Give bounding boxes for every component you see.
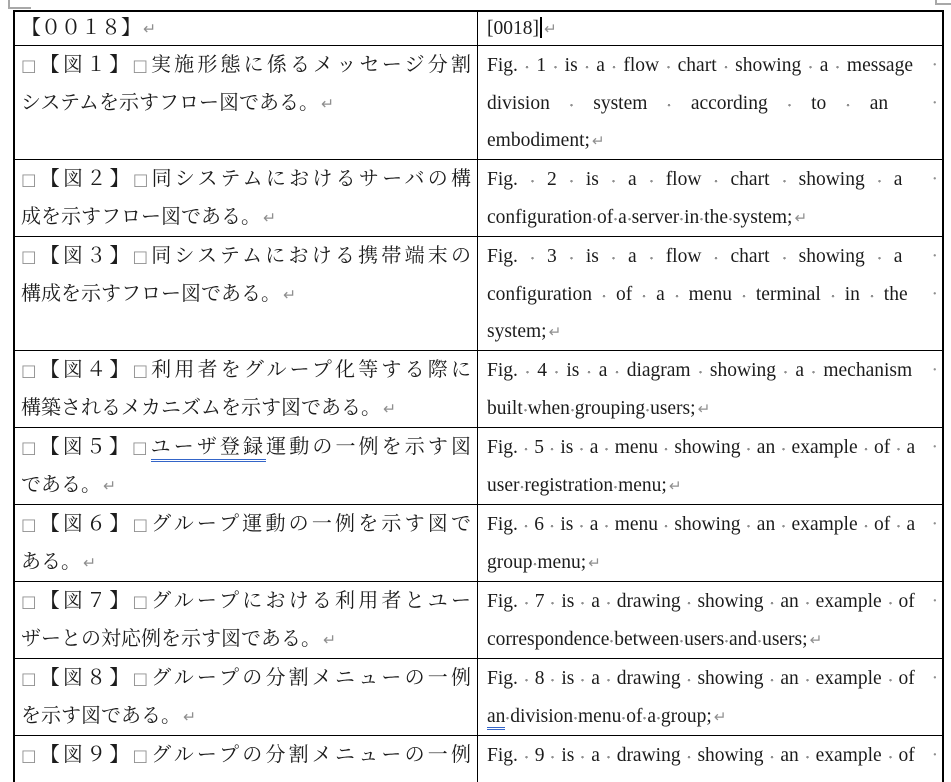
cell-japanese[interactable] [15,12,478,45]
grammar-underline: ユーザ登録 [151,436,267,462]
space-mark [799,745,816,766]
table-row [15,427,942,504]
space-mark [681,591,698,612]
space-mark [518,514,534,535]
space-mark [574,668,591,689]
fullwidth-space-mark: □ [21,438,40,457]
space-mark [518,591,535,612]
space-mark [768,93,811,114]
space-mark [573,437,589,458]
space-mark [642,706,647,727]
cell-english[interactable] [478,351,942,427]
space-mark [573,706,578,727]
fullwidth-space-mark: □ [132,361,152,380]
text-line: Fig. 2 is a flow chart showing a · [487,161,938,199]
text-line: 【００１８】 ↵ [21,17,157,39]
space-mark [544,745,561,766]
space-mark [890,514,906,535]
text-line: 構築されるメカニズムを示す図である。 ↵ [21,396,397,419]
paragraph-return-mark: ↵ [588,553,601,572]
space-mark [550,93,593,114]
text-line: 成を示すフロー図である。 ↵ [21,205,277,228]
text-line: user registration menu; ↵ [487,474,682,496]
space-mark [679,207,684,228]
text-line: □【図５】□ユーザ登録運動の一例を示す図 [21,429,471,467]
text-line: である。 ↵ [21,473,117,496]
space-mark [632,284,656,305]
text-line: ザーとの対応例を示す図である。 ↵ [21,627,337,650]
space-mark [775,437,791,458]
grammar-underline: an [487,706,505,731]
text-line: system; ↵ [487,321,562,342]
space-mark [757,629,762,650]
space-mark [557,246,586,267]
space-mark [764,668,781,689]
paragraph-return-mark: ↵ [143,20,157,38]
text-line: □【図３】□同システムにおける携帯端末の [21,245,471,267]
space-mark [599,169,628,190]
space-mark [724,629,729,650]
cell-japanese[interactable] [15,505,478,581]
cell-english[interactable] [478,46,942,159]
table-row [15,581,942,658]
space-mark [828,55,847,76]
space-mark [775,514,791,535]
cell-japanese[interactable] [15,351,478,427]
space-mark [681,668,698,689]
space-mark [826,93,869,114]
space-mark [799,668,816,689]
cell-english[interactable] [478,428,942,504]
text-line: configuration of a menu terminal in the · [487,276,938,314]
paragraph-return-mark: ↵ [83,553,97,572]
cell-english[interactable] [478,160,942,236]
text-line: division system according to an · [487,85,938,123]
space-mark [547,360,566,381]
text-line: Fig. 4 is a diagram showing a mechanism · [487,352,938,390]
space-mark [699,207,704,228]
fullwidth-space-mark: □ [21,592,40,611]
cell-english[interactable] [478,237,942,350]
space-mark [627,207,632,228]
text-cursor-caret [540,17,542,38]
cell-japanese[interactable] [15,160,478,236]
space-mark [592,284,616,305]
space-mark [821,284,845,305]
text-line: を示す図である。 ↵ [21,704,197,727]
space-mark [600,668,617,689]
space-mark [607,360,626,381]
cell-japanese[interactable] [15,46,478,159]
table-row [15,12,942,45]
margin-corner-mark-top-right [935,3,951,5]
text-line: ある。 ↵ [21,550,97,573]
text-line: □【図１】□実施形態に係るメッセージ分割 [21,54,471,76]
space-mark [600,745,617,766]
table-row [15,45,942,159]
text-line: configuration of a server in the system; ↵ [487,206,808,228]
space-mark [637,169,666,190]
fullwidth-space-mark: □ [132,669,152,688]
table-row [15,159,942,236]
translation-table [13,10,944,782]
cell-japanese[interactable] [15,659,478,735]
paragraph-return-mark: ↵ [544,20,557,38]
fullwidth-space-mark: □ [21,515,40,534]
text-line: an division menu of a group; ↵ [487,698,938,736]
cell-english[interactable] [478,659,942,735]
table-row [15,504,942,581]
space-mark [681,745,698,766]
space-mark [658,437,674,458]
space-mark [518,745,535,766]
paragraph-return-mark: ↵ [323,630,337,649]
space-mark [656,706,661,727]
space-mark [557,169,586,190]
table-row [15,236,942,350]
space-mark [546,55,565,76]
space-mark [574,591,591,612]
space-mark [573,514,589,535]
space-mark [801,55,820,76]
space-mark [860,284,884,305]
text-line: Fig. 7 is a drawing showing an example of · [487,583,938,621]
text-line: built when grouping users; ↵ [487,397,711,419]
text-line: Fig. 5 is a menu showing an example of a · [487,429,938,467]
space-mark [570,398,575,419]
text-line: Fig. 3 is a flow chart showing a · [487,238,938,276]
space-mark [613,207,618,228]
cell-japanese[interactable] [15,428,478,504]
paragraph-return-mark: ↵ [713,707,727,726]
space-mark [645,398,650,419]
space-mark [518,437,534,458]
space-mark [505,706,510,727]
fullwidth-space-mark: □ [21,669,40,688]
space-mark [518,169,547,190]
text-line: correspondence between users and users; ↵ [487,628,823,650]
fullwidth-space-mark: □ [132,56,151,75]
space-mark [544,437,560,458]
space-mark [600,591,617,612]
text-line: □【図９】□グループの分割メニューの一例 [21,744,471,766]
text-line: □【図６】□グループ運動の一例を示す図で [21,513,471,535]
space-mark [890,437,906,458]
text-line: group menu; ↵ [487,551,601,573]
space-mark [621,706,626,727]
fullwidth-space-mark: □ [132,247,152,266]
space-mark [592,207,597,228]
text-line: システムを示すフロー図である。 ↵ [21,91,335,114]
paragraph-return-mark: ↵ [668,476,682,495]
space-mark [701,246,730,267]
paragraph-return-mark: ↵ [697,399,711,418]
space-mark [776,360,795,381]
space-mark [732,284,756,305]
fullwidth-space-mark: □ [21,170,40,189]
space-mark [764,745,781,766]
space-mark [533,552,538,573]
space-mark [647,93,690,114]
space-mark [574,745,591,766]
paragraph-return-mark: ↵ [548,323,562,341]
text-line: [0018] ↵ [487,18,557,39]
fullwidth-space-mark: □ [21,361,40,380]
paragraph-return-mark: ↵ [321,94,335,113]
paragraph-return-mark: ↵ [103,476,117,495]
space-mark [523,398,528,419]
space-mark [520,475,525,496]
space-mark [609,629,614,650]
fullwidth-space-mark: □ [132,170,152,189]
space-mark [701,169,730,190]
text-line: □【図４】□利用者をグループ化等する際に [21,359,471,381]
space-mark [799,591,816,612]
paragraph-return-mark: ↵ [809,630,823,649]
space-mark [728,207,733,228]
paragraph-return-mark: ↵ [794,208,808,227]
cell-japanese[interactable] [15,237,478,350]
text-line: □【図８】□グループの分割メニューの一例 [21,667,471,689]
margin-corner-mark-top-left [8,7,31,9]
space-mark [518,668,535,689]
space-mark [804,360,823,381]
space-mark [858,514,874,535]
space-mark [613,475,618,496]
paragraph-return-mark: ↵ [383,399,397,418]
fullwidth-space-mark: □ [21,56,40,75]
space-mark [691,360,710,381]
space-mark [518,246,547,267]
space-mark [598,437,614,458]
paragraph-return-mark: ↵ [183,707,197,726]
paragraph-return-mark: ↵ [591,132,605,150]
table-row [15,658,942,735]
fullwidth-space-mark: □ [132,746,152,765]
space-mark [665,284,689,305]
cell-english[interactable] [478,736,942,782]
fullwidth-space-mark: □ [132,515,152,534]
space-mark [544,514,560,535]
space-mark [882,745,899,766]
text-line: Fig. 1 is a flow chart showing a message · [487,47,938,85]
fullwidth-space-mark: □ [132,438,151,457]
space-mark [740,514,756,535]
space-mark [518,360,537,381]
cell-japanese[interactable] [15,736,478,782]
space-mark [637,246,666,267]
space-mark [679,629,684,650]
cell-english[interactable] [478,582,942,658]
space-mark [858,437,874,458]
space-mark [882,668,899,689]
space-mark [599,246,628,267]
space-mark [578,55,597,76]
fullwidth-space-mark: □ [21,746,40,765]
table-row [15,735,942,782]
space-mark [717,55,736,76]
space-mark [865,169,894,190]
cell-japanese[interactable] [15,582,478,658]
text-line: 構成を示すフロー図である。 ↵ [21,282,297,305]
text-line: Fig. 6 is a menu showing an example of a · [487,506,938,544]
space-mark [770,246,799,267]
text-line: □【図２】□同システムにおけるサーバの構 [21,168,471,190]
text-line: Fig. 8 is a drawing showing an example of · [487,660,938,698]
text-line: Fig. 9 is a drawing showing an example of · [487,737,938,775]
paragraph-return-mark: ↵ [283,285,297,304]
space-mark [740,437,756,458]
fullwidth-space-mark: □ [21,247,40,266]
space-mark [598,514,614,535]
fullwidth-space-mark: □ [132,592,152,611]
text-line: □【図７】□グループにおける利用者とユー [21,590,471,612]
space-mark [544,668,561,689]
space-mark [605,55,624,76]
cell-english[interactable] [478,505,942,581]
paragraph-return-mark: ↵ [263,208,277,227]
text-line: embodiment; ↵ [487,130,605,151]
space-mark [544,591,561,612]
space-mark [658,514,674,535]
space-mark [518,55,537,76]
space-mark [770,169,799,190]
space-mark [882,591,899,612]
space-mark [764,591,781,612]
table-row [15,350,942,427]
cell-english[interactable] [478,12,942,45]
space-mark [865,246,894,267]
space-mark [659,55,678,76]
space-mark [579,360,598,381]
